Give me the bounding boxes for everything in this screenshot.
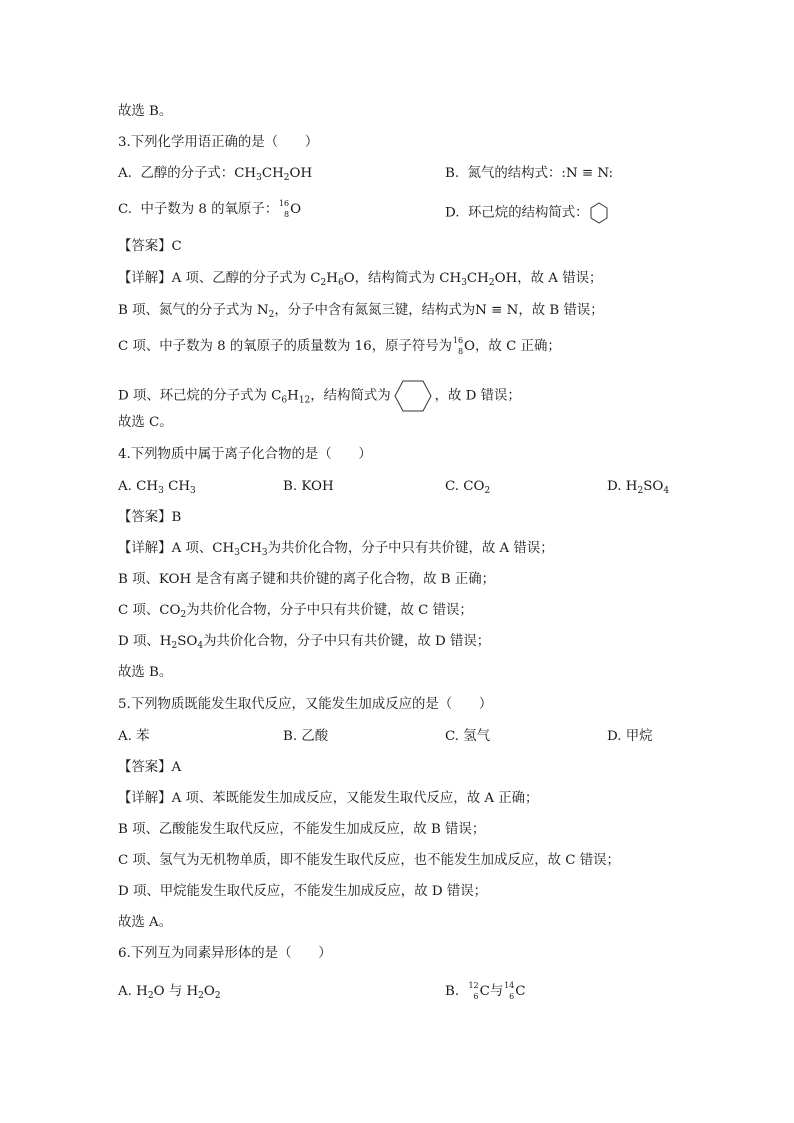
q3-option-a: A. 乙醇的分子式：$CH_3CH_2OH$ [118, 166, 313, 183]
q4-answer: 【答案】B [118, 510, 182, 525]
isotope-c12: 12 6 [468, 981, 479, 1001]
q5-option-b: B. 乙酸 [283, 729, 329, 744]
q5-option-c: C. 氢气 [445, 729, 491, 744]
q4-detail-a: 【详解】A 项、$CH_3CH_3$为共价化合物，分子中只有共价键，故 A 错误； [118, 541, 554, 558]
q3-conclusion: 故选 C。 [118, 415, 173, 430]
q5-detail-c: C 项、氢气为无机物单质，即不能发生取代反应，也不能发生加成反应，故 C 错误； [118, 853, 620, 868]
q5-option-a: A. 苯 [118, 729, 150, 744]
q4-detail-d: D 项、$H_2SO_4$为共价化合物，分子中只有共价键，故 D 错误； [118, 634, 491, 651]
q3-option-d: D. 环己烷的结构简式： [445, 201, 609, 225]
q6-option-b: B. 12 6 C与 14 6 C [445, 981, 526, 1001]
q5-detail-d: D 项、甲烷能发生取代反应，不能发生加成反应，故 D 错误； [118, 884, 488, 899]
q4-option-d: D. $H_2SO_4$ [607, 479, 670, 496]
q5-detail-a: 【详解】A 项、苯既能发生加成反应，又能发生取代反应，故 A 正确； [118, 791, 539, 806]
q5-conclusion: 故选 A。 [118, 915, 173, 930]
q3-detail-b: B 项、氮气的分子式为 $N_2$，分子中含有氮氮三键，结构式为N ≡ N，故 B 错误； [118, 303, 604, 320]
q4-option-b: B. KOH [283, 479, 334, 494]
cyclohexane-hexagon-icon [589, 201, 609, 225]
q3-detail-a: 【详解】A 项、乙醇的分子式为 $C_2H_6O$，结构简式为 $CH_3CH_2OH$，故 A 错误； [118, 271, 603, 288]
q2-conclusion: 故选 B。 [118, 104, 173, 119]
q3-detail-d: D 项、环己烷的分子式为 $C_6H_{12}$，结构简式为 ，故 D 错误； [118, 379, 521, 413]
q5-stem: 5.下列物质既能发生取代反应，又能发生加成反应的是（ ） [118, 697, 493, 712]
q6-stem: 6.下列互为同素异形体的是（ ） [118, 946, 332, 961]
isotope-c14: 14 6 [504, 981, 515, 1001]
q5-answer: 【答案】A [118, 760, 182, 775]
q3-answer: 【答案】C [118, 239, 182, 254]
isotope-o16: 16 8 [452, 336, 464, 356]
q6-option-a: A. $H_2O$ 与 $H_2O_2$ [118, 984, 221, 1001]
q3-option-b: B. 氮气的结构式：:N ≡ N: [445, 166, 614, 181]
q4-conclusion: 故选 B。 [118, 665, 173, 680]
q3-stem: 3.下列化学用语正确的是（ ） [118, 135, 319, 150]
q4-stem: 4.下列物质中属于离子化合物的是（ ） [118, 447, 372, 462]
q3-detail-c: C 项、中子数为 8 的氧原子的质量数为 16，原子符号为 16 8 O，故 C 正确； [118, 336, 561, 356]
q4-option-c: C. $CO_2$ [445, 479, 491, 496]
q5-option-d: D. 甲烷 [607, 729, 653, 744]
cyclohexane-hexagon-icon [393, 379, 433, 413]
q4-detail-b: B 项、KOH 是含有离子键和共价键的离子化合物，故 B 正确； [118, 572, 495, 587]
isotope-o16: 16 8 [278, 199, 290, 219]
q5-detail-b: B 项、乙酸能发生取代反应，不能发生加成反应，故 B 错误； [118, 822, 486, 837]
q3-option-c: C. 中子数为 8 的氧原子： 16 8 O [118, 199, 302, 219]
q4-detail-c: C 项、$CO_2$为共价化合物，分子中只有共价键，故 C 错误； [118, 603, 473, 620]
q4-option-a: A. $CH_3$ $CH_3$ [118, 479, 196, 496]
